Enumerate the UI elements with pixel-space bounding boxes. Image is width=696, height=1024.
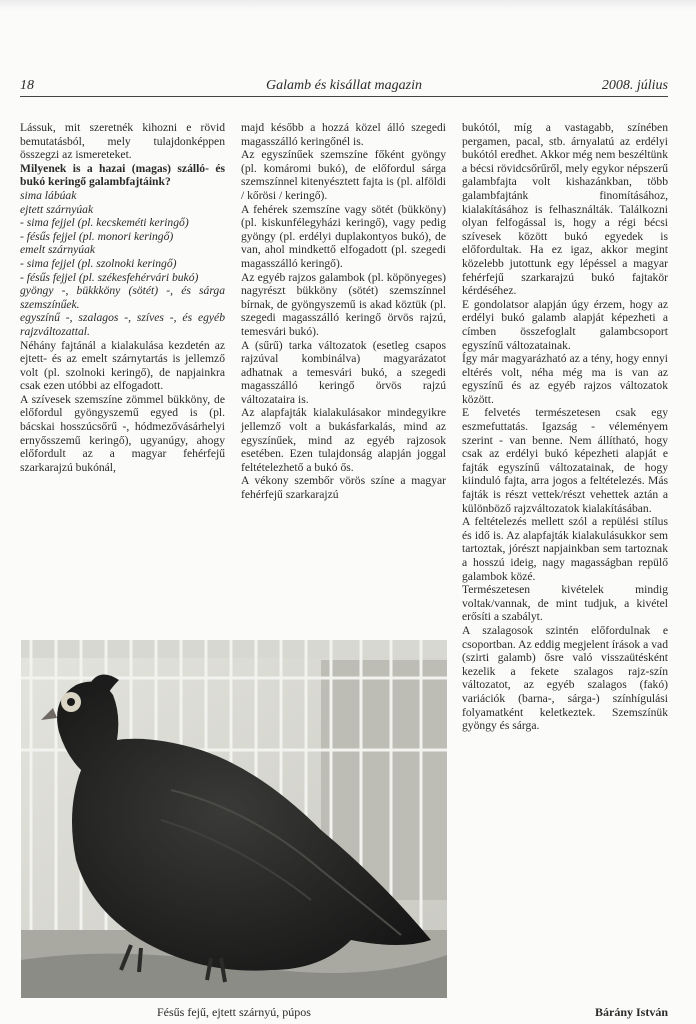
paragraph: A (sűrű) tarka változatok (esetleg csapos rajzúval kombinálva) magyarázatot adhatnak a temesvári bukó, a szegedi magasszálló keringő örvös rajzú változataira is. [241, 338, 446, 406]
page-header [20, 76, 668, 97]
photo-caption: Fésűs fejű, ejtett szárnyú, púpos [157, 1005, 311, 1019]
paragraph: - fésűs fejjel (pl. monori keringő) [20, 229, 174, 243]
paragraph: - sima fejjel (pl. szolnoki keringő) [20, 256, 177, 270]
page-number: 18 [20, 78, 34, 93]
paragraph: bukótól, míg a vastagabb, színében pergamen, pacal, stb. árnyalatú az erdélyi bukótól eredhet. Akkor még nem beszéltünk a bécsi rövidcsőrűről, mely egykor népszerű galambfajta volt kishazánkban, több galambfajtánk finomításához, kialakításához is felhasználták. Találkozni olyan felfogással is, hogy a régi bécsi szívesek között bukó egyedek is előfordultak. Ha ez igaz, akkor megint közelebb jutottunk egy lépéssel a magyar fehérfejű szarkarajzú bukó fajtakör kérdéséhez. [462, 121, 668, 298]
paragraph: majd később a hozzá közel álló szegedi magasszálló keringőnél is. [241, 121, 446, 148]
paragraph: - fésűs fejjel (pl. székesfehérvári bukó) [20, 270, 199, 284]
paragraph: egyszínű -, szalagos -, szíves -, és egyéb rajzváltozattal. [20, 311, 225, 338]
paragraph: E felvetés természetesen csak egy eszmefuttatás. Igazság - véleményem szerint - van benne. Nem állítható, hogy csak az erdélyi bukó képezheti alapját e fajták egyszínű változatainak, de hogy kiinduló fajta, arra jogos a feltételezés. Más fajták is részt vettek/részt vehettek aztán a különböző rajzváltozatok kialakításában. [462, 406, 668, 515]
paragraph: emelt szárnyúak [20, 243, 96, 257]
text-column-3 [462, 121, 668, 733]
paragraph: A fehérek szemszíne vagy sötét (bükköny) (pl. kiskunfélegyházi keringő), vagy pedig gyöngy (pl. erdélyi duplakontyos bukó), de van, ahol mindkettő elfogadott (pl. szegedi magasszálló keringő). [241, 202, 446, 270]
paragraph: gyöngy -, bükkköny (sötét) -, és sárga szemszínűek. [20, 284, 225, 311]
paragraph: Lássuk, mit szeretnék kihozni e rövid bemutatásból, mely tulajdonképpen összegzi az ismereteket. [20, 121, 225, 162]
paragraph: Az egyéb rajzos galambok (pl. köpönyeges) nagyrészt bükköny (sötét) szemszínnel bírnak, de gyöngyszemű is akad köztük (pl. szegedi magasszálló keringő örvös rajzú, temesvári bukó). [241, 270, 446, 338]
issue-date: 2008. július [601, 78, 668, 93]
paragraph: A szívesek szemszíne zömmel bükköny, de előfordul gyöngyszemű egyed is (pl. bácskai hosszúcsőrű -, hódmezővásárhelyi ernyősszemű keringő), ugyanúgy, ahogy előfordult az a magyar fehérfejű szarkarajzú bukónál, [20, 392, 225, 474]
paragraph: A vékony szembőr vörös színe a magyar fehérfejű szarkarajzú [241, 474, 446, 502]
paragraph: Az alapfajták kialakulásakor mindegyikre jellemző volt a bukásfarkalás, mind az egyszínűek, mind az egyéb rajzosok esetében. Ezen tulajdonság alapján joggal feltételezhető a bukó ős. [241, 406, 446, 474]
magazine-title: Galamb és kisállat magazin [266, 78, 422, 93]
pigeon-photo [21, 640, 447, 998]
paragraph: Az egyszínűek szemszíne főként gyöngy (pl. komáromi bukó), de előfordul sárga szemszínnel kitenyésztett fajta is (pl. alföldi / kőrösi / keringő). [241, 148, 446, 202]
article-author: Bárány István [594, 1005, 668, 1019]
paragraph: ejtett szárnyúak [20, 202, 94, 216]
paragraph: A feltételezés mellett szól a repülési stílus és idő is. Az alapfajták kialakulásukkor sem tartoztak, jórészt napjainkban sem tartoznak a hosszú ideig, nagy magasságban repülő galambok közé. [462, 515, 668, 583]
paragraph: Természetesen kivételek mindig voltak/vannak, de mint tudjuk, a kivétel erősíti a szabályt. [462, 583, 668, 624]
text-column-2 [241, 121, 446, 502]
scan-edge [0, 0, 696, 10]
paragraph: sima lábúak [20, 188, 77, 202]
paragraph: Néhány fajtánál a kialakulása kezdetén az ejtett- és az emelt szárnytartás is jellemző volt (pl. szolnoki keringő), de napjainkra csak ezen utóbbi az elfogadott. [20, 338, 225, 393]
text-column-1 [20, 121, 225, 474]
paragraph: - sima fejjel (pl. kecskeméti keringő) [20, 216, 189, 230]
paragraph: Így már magyarázható az a tény, hogy ennyi eltérés volt, néha még ma is van az egyszínű és az egyéb rajzos változatok között. [462, 352, 668, 406]
paragraph: Milyenek is a hazai (magas) szálló- és bukó keringő galambfajtáink? [20, 161, 225, 189]
paragraph: A szalagosok szintén előfordulnak e csoportban. Az eddig megjelent írások a vad (szirti galamb) ősre való visszaütésként kezelik a fekete szalagos rajz-szín változatot, az egyéb szalagos (fakó) variációk (barna-, sárga-) színhígulási folyamatként keletkeztek. Szemszínük gyöngy és sárga. [462, 623, 668, 733]
paragraph: E gondolatsor alapján úgy érzem, hogy az erdélyi bukó galamb alapját képezheti a címben összefoglalt galambcsoport egyszínű változatainak. [462, 297, 668, 352]
